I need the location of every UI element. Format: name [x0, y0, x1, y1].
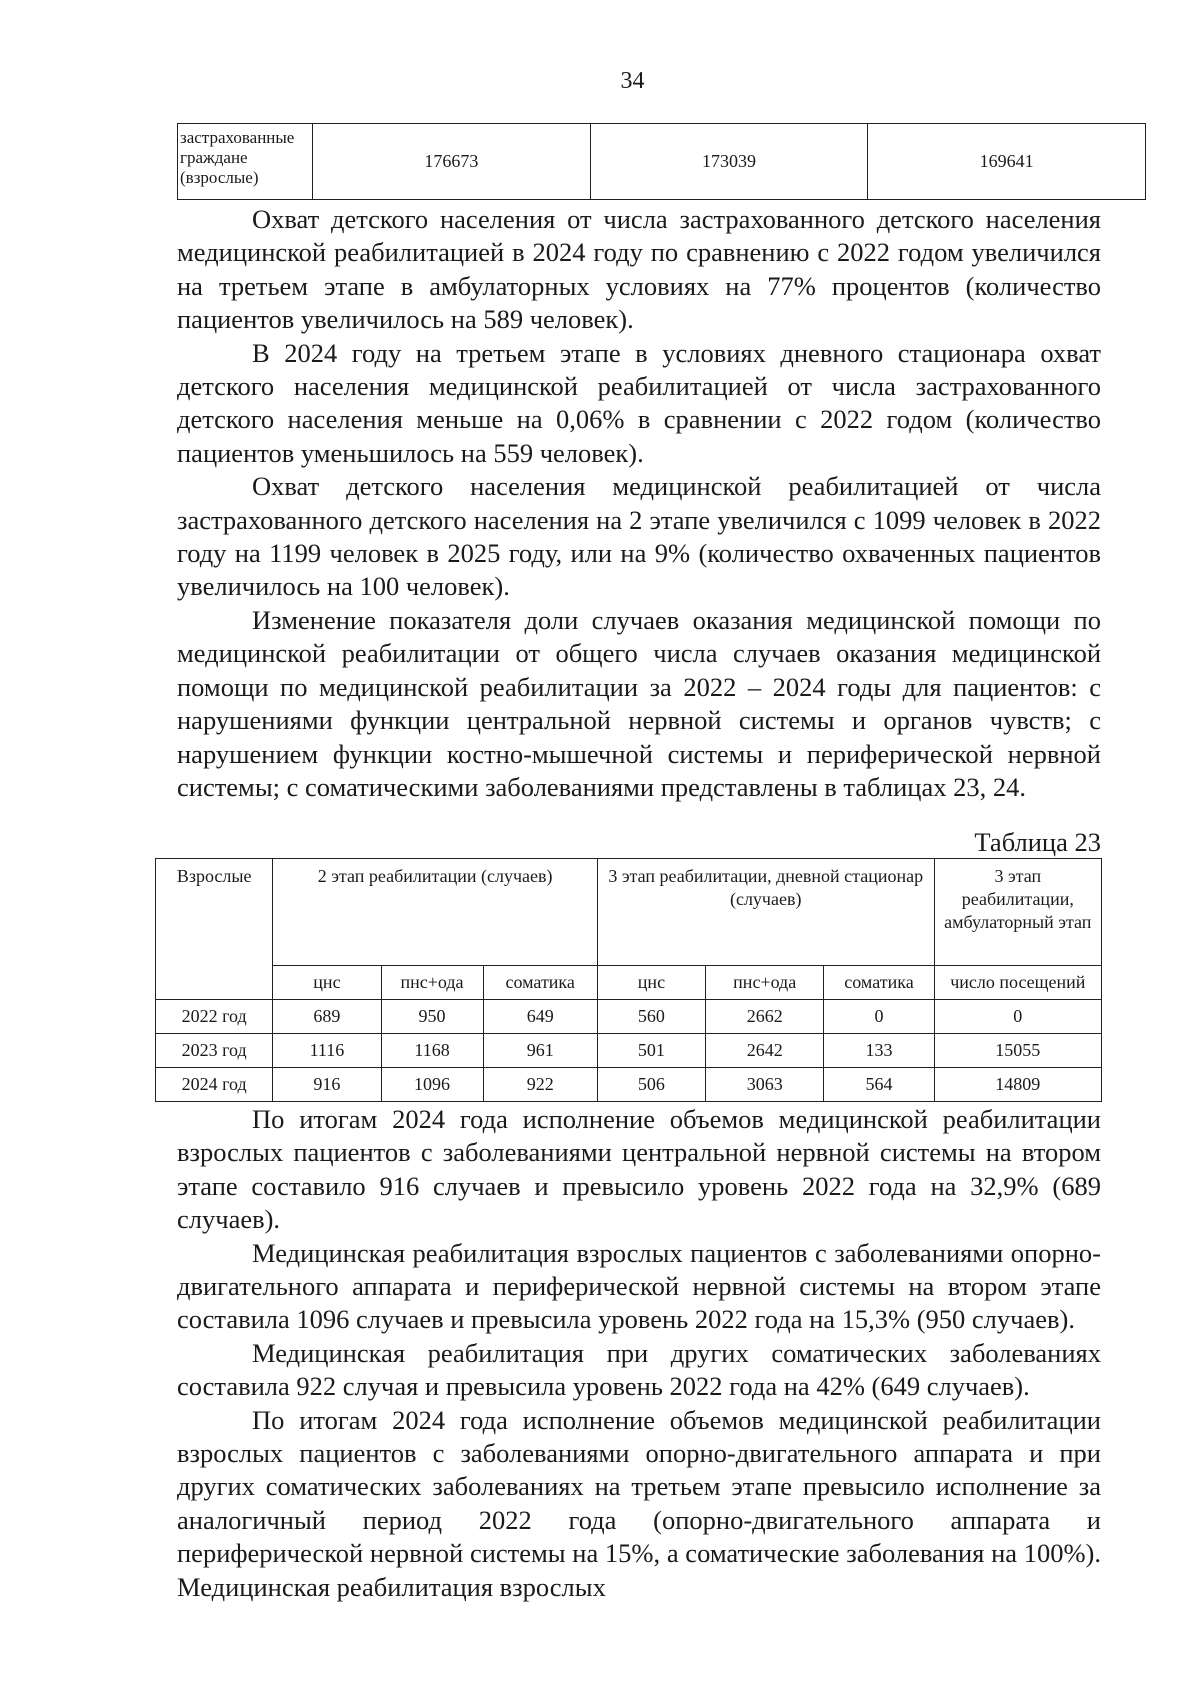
table-cell: 173039	[590, 124, 868, 200]
table-cell: 169641	[868, 124, 1146, 200]
corner-header: Взрослые	[156, 859, 273, 1000]
page-number: 34	[620, 68, 645, 94]
table-row	[178, 124, 1146, 200]
table-cell: 689	[273, 1000, 381, 1034]
top-summary-table	[177, 123, 1146, 200]
table-cell: 2642	[706, 1034, 824, 1068]
table-cell: 961	[483, 1034, 597, 1068]
subheader-cell: пнс+ода	[381, 966, 483, 1000]
paragraph: По итогам 2024 года исполнение объемов медицинской реабилитации взрослых пациентов с заболеваниями центральной нервной системы на втором этапе составило 916 случаев и превысило уровень 2022 года на 32,9% (689 случаев).	[177, 1104, 1101, 1235]
table-cell: 14809	[934, 1068, 1101, 1102]
table-row	[156, 1034, 1102, 1068]
year-cell: 2024 год	[156, 1068, 273, 1102]
stage3-amb-header: 3 этап реабилитации, амбулаторный этап	[934, 859, 1101, 966]
table-cell: 1116	[273, 1034, 381, 1068]
paragraph: Медицинская реабилитация при других соматических заболеваниях составила 922 случая и превысила уровень 2022 года на 42% (649 случаев).	[177, 1337, 1101, 1402]
subheader-cell: соматика	[824, 966, 934, 1000]
table-subheader-row	[156, 966, 1102, 1000]
paragraph: Изменение показателя доли случаев оказания медицинской помощи по медицинской реабилитации от общего числа случаев оказания медицинской помощи по медицинской реабилитации за 2022 – 2024 годы для пациентов: с нарушениями функции центральной нервной системы и органов чувств; с нарушением функции костно-мышечной системы и периферической нервной системы; с соматическими заболеваниями представлены в таблицах 23, 24.	[177, 604, 1101, 802]
table-row	[156, 1068, 1102, 1102]
paragraph: По итогам 2024 года исполнение объемов медицинской реабилитации взрослых пациентов с заболеваниями опорно-двигательного аппарата и при других соматических заболеваниях на третьем этапе превысило исполнение за аналогичный период 2022 года (опорно-двигательного аппарата и периферической нервной системы на 15%, а соматические заболевания на 100%). Медицинская реабилитация взрослых	[177, 1404, 1101, 1602]
paragraph: Охват детского населения медицинской реабилитацией от числа застрахованного детского населения на 2 этапе увеличился с 1099 человек в 2022 году на 1199 человек в 2025 году, или на 9% (количество охваченных пациентов увеличилось на 100 человек).	[177, 471, 1101, 602]
table-header-row	[156, 859, 1102, 966]
subheader-cell: пнс+ода	[706, 966, 824, 1000]
subheader-cell: цнс	[273, 966, 381, 1000]
row-label: застрахованные граждане (взрослые)	[178, 124, 313, 200]
table-cell: 133	[824, 1034, 934, 1068]
stage2-header: 2 этап реабилитации (случаев)	[273, 859, 598, 966]
subheader-cell: соматика	[483, 966, 597, 1000]
year-cell: 2023 год	[156, 1034, 273, 1068]
paragraph: Охват детского населения от числа застрахованного детского населения медицинской реабилитацией в 2024 году по сравнению с 2022 годом увеличился на третьем этапе в амбулаторных условиях на 77% процентов (количество пациентов увеличилось на 589 человек).	[177, 204, 1101, 335]
table-cell: 649	[483, 1000, 597, 1034]
table-cell: 0	[824, 1000, 934, 1034]
table-cell: 564	[824, 1068, 934, 1102]
table-cell: 950	[381, 1000, 483, 1034]
paragraph: В 2024 году на третьем этапе в условиях дневного стационара охват детского населения медицинской реабилитацией от числа застрахованного детского населения меньше на 0,06% в сравнении с 2022 годом (количество пациентов уменьшилось на 559 человек).	[177, 337, 1101, 468]
paragraph: Медицинская реабилитация взрослых пациентов с заболеваниями опорно-двигательного аппарата и периферической нервной системы на втором этапе составила 1096 случаев и превысила уровень 2022 года на 15,3% (950 случаев).	[177, 1237, 1101, 1335]
table-cell: 501	[597, 1034, 705, 1068]
table-cell: 560	[597, 1000, 705, 1034]
table-cell: 15055	[934, 1034, 1101, 1068]
year-cell: 2022 год	[156, 1000, 273, 1034]
table-23	[155, 858, 1102, 1102]
table-cell: 1168	[381, 1034, 483, 1068]
subheader-cell: цнс	[597, 966, 705, 1000]
table-cell: 506	[597, 1068, 705, 1102]
table-cell: 0	[934, 1000, 1101, 1034]
text-block-lower	[177, 1103, 1101, 1604]
table-cell: 922	[483, 1068, 597, 1102]
table-cell: 916	[273, 1068, 381, 1102]
table-cell: 3063	[706, 1068, 824, 1102]
table-caption: Таблица 23	[974, 827, 1101, 857]
table-cell: 2662	[706, 1000, 824, 1034]
stage3-day-header: 3 этап реабилитации, дневной стационар (случаев)	[597, 859, 934, 966]
table-cell: 1096	[381, 1068, 483, 1102]
table-cell: 176673	[313, 124, 591, 200]
text-block-upper	[177, 203, 1101, 804]
subheader-cell: число посещений	[934, 966, 1101, 1000]
table-row	[156, 1000, 1102, 1034]
